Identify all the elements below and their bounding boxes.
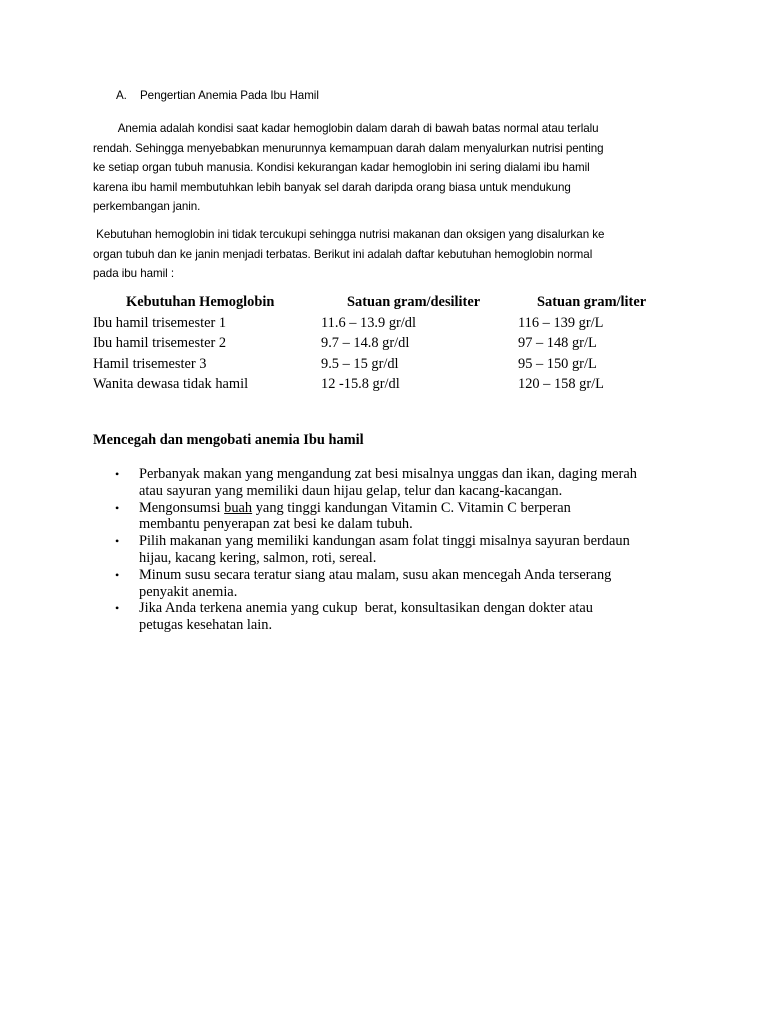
list-item	[93, 600, 713, 634]
table-cell: Ibu hamil trisemester 1	[93, 314, 227, 331]
list-item-line: penyakit anemia.	[139, 583, 238, 600]
bullet-dot-icon: •	[115, 467, 120, 481]
table-cell: 11.6 – 13.9 gr/dl	[321, 314, 417, 331]
paragraph-line: organ tubuh dan ke janin menjadi terbatas. Berikut ini adalah daftar kebutuhan hemoglobin normal	[93, 247, 593, 261]
section-a-number: A.	[116, 89, 127, 102]
paragraph-line: ke setiap organ tubuh manusia. Kondisi kekurangan kadar hemoglobin ini sering dialami ibu hamil	[93, 161, 590, 175]
list-item	[93, 500, 713, 534]
hemoglobin-table	[93, 294, 693, 397]
list-item-line: Pilih makanan yang memiliki kandungan asam folat tinggi misalnya sayuran berdaun	[139, 533, 630, 550]
list-item-text: yang tinggi kandungan Vitamin C. Vitamin C berperan	[252, 499, 571, 516]
table-row	[93, 315, 693, 336]
table-cell: 12 -15.8 gr/dl	[321, 376, 400, 392]
section-a-title: Pengertian Anemia Pada Ibu Hamil	[140, 89, 319, 102]
underlined-word: buah	[224, 499, 253, 516]
table-row	[93, 335, 693, 356]
list-item-line: atau sayuran yang memiliki daun hijau gelap, telur dan kacang-kacangan.	[139, 482, 563, 499]
table-cell: Wanita dewasa tidak hamil	[93, 376, 249, 392]
bullet-dot-icon: •	[115, 601, 120, 616]
paragraph-line: rendah. Sehingga menyebabkan menurunnya kemampuan darah dalam menyalurkan nutrisi penting	[93, 141, 604, 155]
bullet-dot-icon: •	[115, 534, 120, 549]
table-cell: 95 – 150 gr/L	[518, 355, 597, 372]
table-header-cell: Satuan gram/liter	[537, 294, 647, 310]
table-cell: 120 – 158 gr/L	[518, 376, 604, 392]
section-b-title: Mencegah dan mengobati anemia Ibu hamil	[93, 432, 364, 448]
paragraph-line: karena ibu hamil membutuhkan lebih banyak sel darah daripda orang biasa untuk mendukung	[93, 180, 571, 194]
table-cell: 97 – 148 gr/L	[518, 335, 597, 351]
paragraph-hemoglobin-needs	[93, 225, 683, 284]
paragraph-line: Kebutuhan hemoglobin ini tidak tercukupi sehingga nutrisi makanan dan oksigen yang disalurkan ke	[93, 228, 605, 241]
prevention-list	[93, 466, 713, 634]
table-cell: Hamil trisemester 3	[93, 355, 207, 372]
table-row	[93, 356, 693, 377]
table-header-cell: Satuan gram/desiliter	[347, 294, 481, 310]
bullet-dot-icon: •	[115, 567, 120, 582]
list-item-line: Perbanyak makan yang mengandung zat besi misalnya unggas dan ikan, daging merah	[139, 466, 637, 482]
list-item	[93, 567, 713, 601]
list-item-text: Mengonsumsi	[139, 499, 225, 516]
list-item-line: hijau, kacang kering, salmon, roti, sereal.	[139, 549, 377, 566]
table-row	[93, 376, 693, 397]
list-item	[93, 466, 713, 500]
paragraph-anemia-definition	[93, 119, 683, 217]
bullet-dot-icon: •	[115, 500, 120, 515]
section-a-heading	[116, 89, 319, 102]
table-cell: 9.7 – 14.8 gr/dl	[321, 335, 410, 351]
table-header-row	[93, 294, 693, 315]
list-item-line	[139, 500, 713, 517]
list-item-line: membantu penyerapan zat besi ke dalam tubuh.	[139, 516, 413, 533]
paragraph-line: Anemia adalah kondisi saat kadar hemoglobin dalam darah di bawah batas normal atau terlalu	[93, 122, 599, 135]
paragraph-line: perkembangan janin.	[93, 200, 201, 214]
list-item-line: Jika Anda terkena anemia yang cukup berat, konsultasikan dengan dokter atau	[139, 600, 593, 617]
table-cell: Ibu hamil trisemester 2	[93, 335, 227, 351]
list-item-line: Minum susu secara teratur siang atau malam, susu akan mencegah Anda terserang	[139, 566, 612, 583]
paragraph-line: pada ibu hamil :	[93, 267, 175, 281]
table-cell: 116 – 139 gr/L	[518, 314, 604, 331]
table-cell: 9.5 – 15 gr/dl	[321, 355, 399, 372]
list-item-line: petugas kesehatan lain.	[139, 617, 273, 634]
list-item	[93, 533, 713, 567]
table-header-cell: Kebutuhan Hemoglobin	[126, 294, 275, 310]
